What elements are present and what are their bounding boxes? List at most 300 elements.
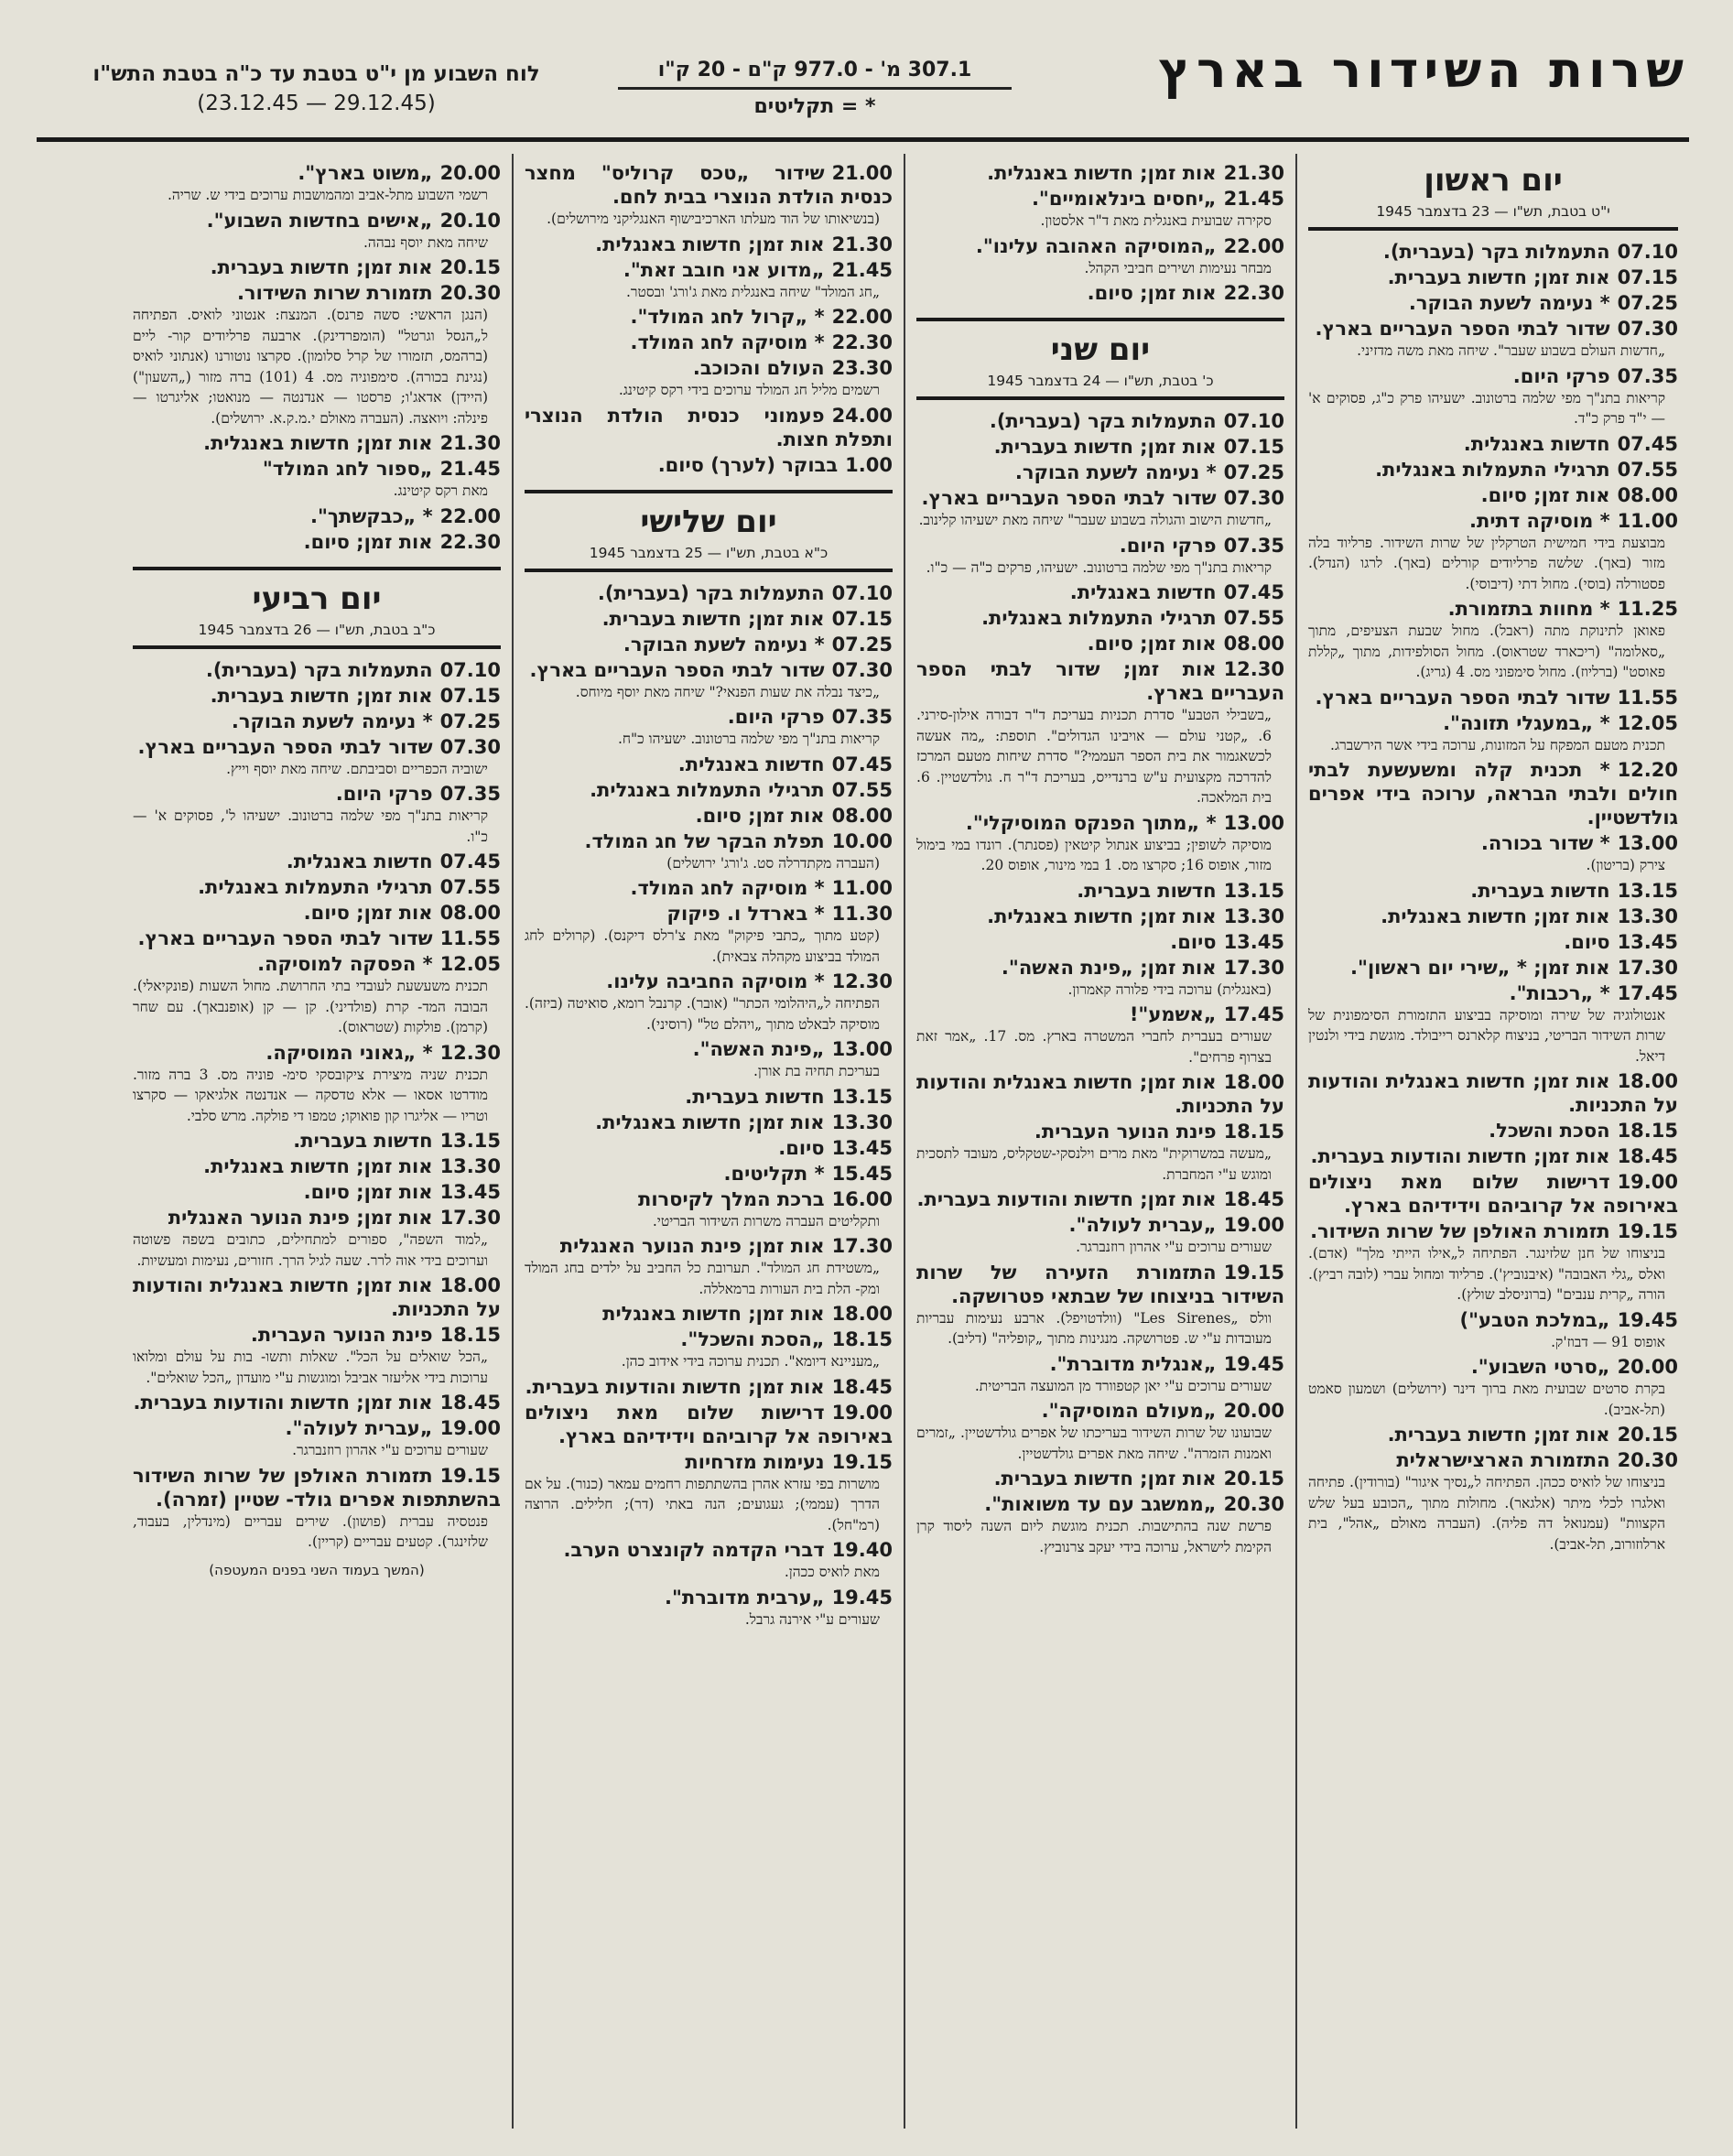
- program-item: [133, 782, 501, 847]
- program-line: [916, 632, 1284, 655]
- program-item: [916, 1352, 1284, 1397]
- day-rule: [525, 569, 893, 572]
- program-line: [133, 504, 501, 528]
- program-description: פרשת שנה בהתישבות. תכנית מוגשת ליום השנה ליסוד קרן הקימת לישראל, ערוכה בידי יעקב צרנוביץ.: [916, 1518, 1272, 1555]
- program-item: [525, 330, 893, 354]
- program-item: [916, 409, 1284, 433]
- program-time: 07.35: [439, 783, 501, 805]
- program-time: 13.45: [831, 1136, 893, 1159]
- program-line: [525, 233, 893, 256]
- week-box: [37, 37, 596, 115]
- program-item: [525, 305, 893, 329]
- program-line: [525, 356, 893, 380]
- program-title: אות זמן; סיום.: [1480, 483, 1610, 506]
- program-title: שדור לבתי הספר העבריים בארץ.: [137, 735, 433, 758]
- schedule-column: [905, 154, 1297, 2129]
- program-title: * נעימה לשעת הבוקר.: [623, 633, 825, 655]
- program-description: קריאות בתנ"ך מפי שלמה ברטונוב. ישעיהו, פרקים כ"ה — כ"ו.: [926, 558, 1272, 576]
- program-line: [525, 876, 893, 900]
- program-description: ותקליטים העברה משרות השידור הבריטי.: [652, 1212, 880, 1230]
- program-title: התזמורת הארצישראלית: [1396, 1449, 1610, 1471]
- program-time: 19.45: [1223, 1352, 1284, 1375]
- program-title: אות זמן; חדשות באנגלית.: [203, 432, 433, 454]
- program-line: [525, 1302, 893, 1326]
- program-title: פרקי היום.: [1512, 364, 1610, 387]
- program-title: „מדוע אני חובב זאת".: [623, 258, 825, 281]
- program-item: [1308, 1170, 1678, 1218]
- program-time: 13.30: [1223, 905, 1284, 927]
- program-title: העולם והכוכב.: [692, 357, 825, 379]
- program-item: [525, 970, 893, 1035]
- program-title: תרגילי התעמלות באנגלית.: [198, 876, 433, 898]
- program-item: [525, 778, 893, 802]
- program-item: [133, 735, 501, 780]
- program-time: 19.45: [831, 1586, 893, 1609]
- program-title: תזמורת שרות השידור.: [236, 282, 433, 304]
- program-item: [916, 486, 1284, 531]
- program-description: קריאות בתנ"ך מפי שלמה ברטונוב. ישעיהו ל', פסוקים א' — כ"ו.: [133, 807, 488, 845]
- program-line: [525, 1401, 893, 1448]
- program-line: [525, 1538, 893, 1562]
- program-time: 07.30: [1223, 487, 1284, 509]
- program-time: 07.25: [1617, 292, 1678, 314]
- program-line: [1308, 1144, 1678, 1168]
- program-line: [133, 684, 501, 708]
- program-time: 13.00: [1617, 832, 1678, 854]
- program-line: [525, 970, 893, 993]
- program-time: 07.10: [1223, 410, 1284, 432]
- program-item: [133, 1464, 501, 1553]
- program-title: תרגילי התעמלות באנגלית.: [590, 778, 825, 801]
- program-time: 20.00: [1617, 1356, 1678, 1378]
- program-line: [1308, 597, 1678, 621]
- program-line: [525, 453, 893, 477]
- program-time: 22.30: [439, 530, 501, 553]
- program-line: [1308, 905, 1678, 928]
- program-line: [916, 1002, 1284, 1026]
- program-item: [916, 879, 1284, 903]
- program-time: 13.45: [1617, 930, 1678, 953]
- program-line: [916, 234, 1284, 258]
- program-time: 18.15: [439, 1324, 501, 1346]
- program-line: [1308, 317, 1678, 341]
- program-time: 19.00: [439, 1417, 501, 1439]
- program-description: מבוצעת בידי חמישית הטרקלין של שרות השידור. פרליוד בלה מזור (באך). שלשה פרליודים קורלים (באך). לרגו (הנדל). פסטורלה (בוסי). מחול דתי (דיבוסי).: [1308, 534, 1665, 592]
- program-item: [1308, 597, 1678, 683]
- program-time: 22.00: [1223, 234, 1284, 257]
- program-item: [916, 435, 1284, 459]
- program-title: אות זמן; חדשות באנגלית והודעות על התכניות.: [1308, 1070, 1678, 1116]
- program-description: „מעשה במשרוקית" מאת מרים וילנסקי-שטקליס, מעובד לתסכית ומוגש ע"י המחברת.: [916, 1145, 1272, 1183]
- program-line: [1308, 711, 1678, 735]
- program-item: [916, 811, 1284, 876]
- program-description: קריאות בתנ"ך מפי שלמה ברטונוב. ישעיהו כ"ח.: [617, 731, 880, 747]
- program-title: „יחסים בינלאומיים".: [1031, 188, 1217, 210]
- program-title: „אישים בחדשות השבוע".: [206, 209, 433, 232]
- program-line: [133, 1273, 501, 1321]
- program-description: מושרות בפי עזרא אהרן בהשתתפות רחמים עמאר (כנור). על אם הדרך (עממי); געגועים; הנה באתי (דר); חלילים. הרוצה (רמ"חל).: [525, 1475, 880, 1533]
- program-description: „משטידת חג המולד". תערובת כל החביב על ילדים בחג המולד ומק- הלת בית העורות ברמאללה.: [525, 1260, 880, 1297]
- program-line: [525, 330, 893, 354]
- day-date: כ"א בטבת, תש"ו — 25 בדצמבר 1945: [589, 544, 829, 561]
- program-title: דרישות שלום מאת ניצולים באירופה אל קרוביהם וידידיהם בארץ.: [1308, 1171, 1678, 1217]
- masthead-rule: [37, 137, 1689, 142]
- program-title: התעמלות בקר (בעברית).: [1382, 241, 1610, 263]
- program-item: [916, 1070, 1284, 1118]
- program-time: 11.00: [1617, 509, 1678, 532]
- program-time: 22.00: [831, 306, 893, 328]
- program-time: 07.30: [439, 735, 501, 758]
- program-line: [1308, 1423, 1678, 1446]
- program-title: אות זמן; חדשות והודעות בעברית.: [133, 1392, 433, 1414]
- program-item: [916, 1261, 1284, 1349]
- program-time: 07.10: [831, 581, 893, 604]
- program-time: 19.15: [1617, 1220, 1678, 1242]
- program-title: חדשות באנגלית.: [1463, 432, 1610, 455]
- program-line: [133, 209, 501, 233]
- program-item: [525, 233, 893, 256]
- schedule-column: [122, 154, 514, 2129]
- program-item: [525, 1538, 893, 1583]
- program-line: [133, 782, 501, 806]
- program-item: [1308, 1069, 1678, 1117]
- program-title: „המוסיקה האהובה עלינו".: [975, 234, 1217, 257]
- program-time: 20.00: [439, 162, 501, 184]
- program-time: 07.55: [1223, 607, 1284, 629]
- program-item: [133, 875, 501, 899]
- program-line: [916, 161, 1284, 185]
- program-item: [133, 209, 501, 254]
- day-section: [525, 161, 893, 477]
- program-item: [133, 1323, 501, 1388]
- program-description: שעורים בעברית לחברי המשטרה בארץ. מס. 17. „אמר זאת בצרוף פרחים".: [916, 1028, 1272, 1066]
- program-line: [133, 281, 501, 305]
- program-item: [133, 1273, 501, 1321]
- program-item: [133, 1391, 501, 1414]
- program-description: (העברה מקתדרלה סט. ג'ורג' ירושלים): [666, 854, 880, 872]
- frequency-box: [618, 37, 1012, 118]
- program-time: 20.15: [439, 256, 501, 278]
- program-title: שדור לבתי הספר העבריים בארץ.: [529, 658, 825, 681]
- program-description: בניצוחו של חנן שלזינגר. הפתיחה ל„אילו הייתי מלך" (אדם). ואלס „גלי האבובה" (איבנוביץ'). פרליוד ומחול עברי (לובה רביץ). הורה „קרית ענבים" (ברוניסלב שולץ).: [1308, 1245, 1665, 1303]
- program-item: [525, 1375, 893, 1399]
- schedule-column: [1297, 154, 1689, 2129]
- program-time: 12.30: [439, 1041, 501, 1064]
- records-legend: * = תקליטים: [753, 95, 876, 118]
- program-title: „ממשגב עם עד משואות".: [984, 1493, 1217, 1515]
- program-time: 07.45: [1617, 432, 1678, 455]
- day-section: [133, 567, 501, 1553]
- program-title: * מוסיקה החביבה עלינו.: [606, 970, 825, 992]
- program-time: 19.00: [831, 1401, 893, 1424]
- program-title: אות זמן; חדשות באנגלית.: [203, 1155, 433, 1177]
- program-description: פאואן לתינוקת מתה (ראבל). מחול שבעת הצעיפים, מתוך „סאלומה" (ריכארד שטראוס). מחול הסולפידות, מתוך „קללת פאוסט" (ברליוז). מחול סימפוני מס. 4 (גריג).: [1308, 623, 1665, 680]
- program-line: [1308, 1219, 1678, 1243]
- program-time: 07.35: [1223, 534, 1284, 557]
- program-title: חדשות בעברית.: [1077, 879, 1217, 902]
- program-line: [916, 486, 1284, 510]
- program-title: אות זמן; סיום.: [1087, 633, 1217, 655]
- program-item: [1308, 1119, 1678, 1143]
- program-time: 13.45: [439, 1181, 501, 1203]
- program-line: [133, 457, 501, 481]
- program-item: [525, 581, 893, 605]
- program-description: תכנית מטעם המפקח על המזונות, ערוכה בידי אשר הירשברג.: [1330, 736, 1665, 753]
- program-item: [525, 1302, 893, 1326]
- program-title: דרישות שלום מאת ניצולים באירופה אל קרוביהם וידידיהם בארץ.: [525, 1401, 893, 1447]
- program-time: 11.55: [439, 927, 501, 949]
- program-item: [916, 534, 1284, 579]
- program-time: 07.25: [831, 633, 893, 655]
- program-line: [525, 1586, 893, 1609]
- program-title: פעמוני כנסית הולדת הנוצרי ותפלת חצות.: [525, 404, 893, 450]
- program-title: חדשות בעברית.: [293, 1130, 433, 1152]
- page-title: שרות השידור בארץ: [1158, 41, 1689, 99]
- program-title: „ספור לחג המולד": [262, 458, 433, 480]
- program-time: 07.55: [1617, 458, 1678, 481]
- program-item: [133, 1041, 501, 1127]
- program-time: 12.05: [439, 953, 501, 975]
- program-time: 18.00: [1223, 1071, 1284, 1093]
- program-line: [133, 735, 501, 759]
- program-item: [133, 431, 501, 455]
- day-rule: [1308, 227, 1678, 231]
- program-time: 22.30: [1223, 282, 1284, 304]
- program-title: אות זמן; סיום.: [303, 1181, 433, 1203]
- program-title: הסכת והשכל.: [1489, 1120, 1610, 1142]
- program-line: [916, 1187, 1284, 1211]
- day-divider: [525, 490, 893, 493]
- program-item: [133, 1206, 501, 1271]
- program-line: [916, 409, 1284, 433]
- program-title: בבוקר (לערך) סיום.: [657, 453, 839, 476]
- program-item: [916, 281, 1284, 305]
- program-time: 07.15: [831, 607, 893, 630]
- program-title: אות זמן; חדשות באנגלית.: [1381, 905, 1610, 927]
- day-divider: [133, 567, 501, 570]
- program-item: [1308, 930, 1678, 954]
- program-item: [1308, 432, 1678, 456]
- program-title: אות זמן; חדשות באנגלית: [602, 1303, 825, 1325]
- program-title: התזמורת הזעירה של שרות השידור בניצוחו של שבתאי פטרושקה.: [916, 1261, 1284, 1307]
- program-title: „סרטי השבוע".: [1470, 1356, 1610, 1378]
- program-time: 07.30: [831, 658, 893, 681]
- program-item: [1308, 1219, 1678, 1306]
- program-title: * בארדל ו. פיקוק: [666, 903, 825, 925]
- program-item: [525, 876, 893, 900]
- program-title: אות זמן; סיום.: [1087, 282, 1217, 304]
- program-description: „למוד השפה", ספורים למתחילים, כתובים בשפה פשוטה וערוכים בידי אוה לרר. שעה לגיל הרך. חזורים, נעימות ומעשיות.: [133, 1231, 488, 1269]
- program-line: [133, 431, 501, 455]
- program-item: [525, 633, 893, 656]
- program-item: [525, 829, 893, 874]
- program-item: [916, 1213, 1284, 1258]
- program-item: [916, 905, 1284, 928]
- program-line: [133, 850, 501, 873]
- program-line: [1308, 483, 1678, 507]
- program-time: 17.45: [1617, 981, 1678, 1004]
- program-time: 20.30: [439, 282, 501, 304]
- program-title: אות זמן; חדשות בעברית.: [1387, 1424, 1610, 1446]
- program-line: [525, 161, 893, 209]
- program-time: 21.45: [1223, 188, 1284, 210]
- program-line: [1308, 291, 1678, 315]
- program-line: [916, 281, 1284, 305]
- program-line: [133, 1206, 501, 1230]
- program-item: [133, 901, 501, 925]
- program-item: [133, 1154, 501, 1178]
- program-time: 11.25: [1617, 598, 1678, 620]
- program-item: [916, 580, 1284, 604]
- program-item: [916, 1492, 1284, 1557]
- program-title: אות זמן; חדשות בעברית.: [601, 607, 825, 630]
- program-line: [916, 1399, 1284, 1423]
- program-description: „כיצד נבלה את שעות הפנאי?" שיחה מאת יוסף מיוחס.: [575, 683, 880, 700]
- program-time: 13.00: [1223, 811, 1284, 834]
- program-description: „חדשות הישוב והגולה בשבוע שעבר" שיחה מאת ישעיהו קלינוב.: [918, 512, 1272, 528]
- program-title: תזמורת האולפן של שרות השידור.: [1310, 1220, 1610, 1242]
- week-range: לוח השבוע מן י"ט בטבת עד כ"ה בטבת התש"ו: [92, 62, 540, 86]
- program-item: [1308, 317, 1678, 362]
- program-time: 18.00: [439, 1274, 501, 1296]
- program-item: [1308, 711, 1678, 756]
- program-time: 13.30: [439, 1155, 501, 1177]
- program-line: [525, 1085, 893, 1109]
- program-title: אות זמן; פינת הנוער האנגלית: [168, 1207, 433, 1229]
- program-line: [916, 606, 1284, 630]
- masthead: [37, 37, 1689, 139]
- program-line: [916, 1352, 1284, 1376]
- program-title: אות זמן; חדשות בעברית.: [210, 256, 433, 278]
- program-title: * „במעגלי תזונה".: [1443, 711, 1610, 734]
- program-title: אות זמן; * „שירי יום ראשון".: [1350, 956, 1610, 979]
- program-title: אות זמן; סיום.: [695, 804, 825, 827]
- program-item: [525, 1234, 893, 1299]
- day-section: [525, 490, 893, 1631]
- program-item: [916, 1467, 1284, 1490]
- day-date: כ' בטבת, תש"ו — 24 בדצמבר 1945: [987, 373, 1214, 389]
- program-item: [133, 161, 501, 206]
- program-item: [525, 902, 893, 967]
- program-description: (באנגלית) ערוכה בידי פלורה קאמרון.: [1067, 980, 1272, 998]
- program-title: „ערבית מדוברת".: [665, 1586, 825, 1609]
- program-item: [525, 1162, 893, 1186]
- program-item: [525, 658, 893, 703]
- program-item: [1308, 509, 1678, 595]
- program-description: בעריכת תחיה בת אורן.: [753, 1063, 880, 1079]
- program-time: 11.30: [831, 903, 893, 925]
- program-item: [1308, 686, 1678, 710]
- program-line: [1308, 458, 1678, 482]
- program-item: [1308, 879, 1678, 903]
- program-time: 20.10: [439, 209, 501, 232]
- program-title: „הסכת והשכל".: [680, 1328, 825, 1350]
- program-title: * מחוות בתזמורת.: [1447, 598, 1610, 620]
- program-time: 23.30: [831, 357, 893, 379]
- program-line: [916, 460, 1284, 484]
- program-description: שעורים ערוכים ע"י אהרון רוזנברגר.: [292, 1442, 488, 1458]
- program-line: [916, 1070, 1284, 1118]
- program-item: [525, 1450, 893, 1536]
- program-description: מאת רקס קיטינג.: [393, 482, 488, 499]
- program-line: [1308, 509, 1678, 533]
- program-item: [1308, 364, 1678, 429]
- program-time: 20.30: [1617, 1449, 1678, 1471]
- program-item: [916, 161, 1284, 185]
- program-item: [916, 632, 1284, 655]
- program-title: סיום.: [778, 1136, 825, 1159]
- program-item: [525, 356, 893, 401]
- program-title: * „כבקשתך".: [309, 504, 433, 527]
- program-title: סיום.: [1564, 930, 1610, 953]
- program-item: [916, 460, 1284, 484]
- program-item: [133, 504, 501, 528]
- program-title: חדשות באנגלית.: [286, 850, 433, 872]
- program-item: [916, 234, 1284, 279]
- program-line: [916, 811, 1284, 835]
- program-time: 07.25: [439, 710, 501, 732]
- program-item: [133, 684, 501, 708]
- program-time: 11.00: [831, 877, 893, 899]
- program-time: 13.15: [1223, 879, 1284, 902]
- program-line: [133, 1041, 501, 1065]
- program-time: 13.30: [831, 1111, 893, 1133]
- program-title: שידור „טכס קרוליס" מחצר כנסית הולדת הנוצרי בבית לחם.: [525, 162, 893, 208]
- program-title: אות זמן; חדשות בעברית.: [1387, 266, 1610, 288]
- program-line: [916, 435, 1284, 459]
- program-title: אות זמן; „פינת האשה".: [1001, 956, 1217, 979]
- program-line: [525, 1450, 893, 1474]
- program-item: [1308, 1355, 1678, 1420]
- program-line: [133, 530, 501, 554]
- program-line: [525, 753, 893, 776]
- program-title: * „גאוני המוסיקה.: [265, 1041, 433, 1064]
- program-time: 13.15: [1617, 879, 1678, 902]
- program-line: [525, 607, 893, 631]
- program-line: [133, 658, 501, 682]
- program-item: [916, 956, 1284, 1001]
- program-line: [916, 1492, 1284, 1516]
- program-line: [525, 902, 893, 926]
- program-line: [133, 952, 501, 976]
- program-time: 07.15: [439, 684, 501, 707]
- program-description: „חג המולד" שיחה באנגלית מאת ג'ורג' ובסטר.: [625, 283, 880, 300]
- program-title: חדשות בעברית.: [1470, 879, 1610, 902]
- program-line: [133, 1180, 501, 1204]
- program-item: [133, 255, 501, 279]
- program-time: 21.30: [831, 233, 893, 255]
- program-time: 21.00: [831, 162, 893, 184]
- program-line: [525, 404, 893, 451]
- program-title: * נעימה לשעת הבוקר.: [231, 710, 433, 732]
- program-title: אות זמן; חדשות בעברית.: [210, 684, 433, 707]
- program-title: * „מתוך הפנקס המוסיקלי".: [965, 811, 1217, 834]
- program-time: 18.15: [831, 1328, 893, 1350]
- program-time: 17.30: [1617, 956, 1678, 979]
- program-item: [525, 1187, 893, 1232]
- program-description: מבחר נעימות ושירים חביבי הקהל.: [1084, 259, 1272, 276]
- program-line: [916, 930, 1284, 954]
- program-description: „בשבילי הטבע" סדרת תכניות בעריכת ד"ר דבורה אילון-סירני. 6. „קטני עולם — אויבינו הגדולים". תוספת: „מה אעשה לכשאגמור את בית הספר העממי?" סדרת שיחות מטעם המרכז להדרכה מקצועית ע"ש ברנדייס, בעריכת ד"ר ח. גולדשטיין. 6. בית המלאכה.: [916, 707, 1272, 806]
- program-line: [1308, 1308, 1678, 1332]
- program-description: סקירה שבועית באנגלית מאת ד"ר אלסטון.: [1040, 212, 1272, 229]
- continuation-note: (המשך בעמוד השני בפנים המעטפה): [209, 1561, 425, 1578]
- program-item: [525, 1085, 893, 1109]
- program-item: [525, 804, 893, 828]
- program-title: * תכנית קלה ומשעשעת לבתי חולים ולבתי הבראה, ערוכה בידי אפרים גולדשטיין.: [1308, 759, 1678, 829]
- program-line: [525, 778, 893, 802]
- program-time: 13.00: [831, 1038, 893, 1060]
